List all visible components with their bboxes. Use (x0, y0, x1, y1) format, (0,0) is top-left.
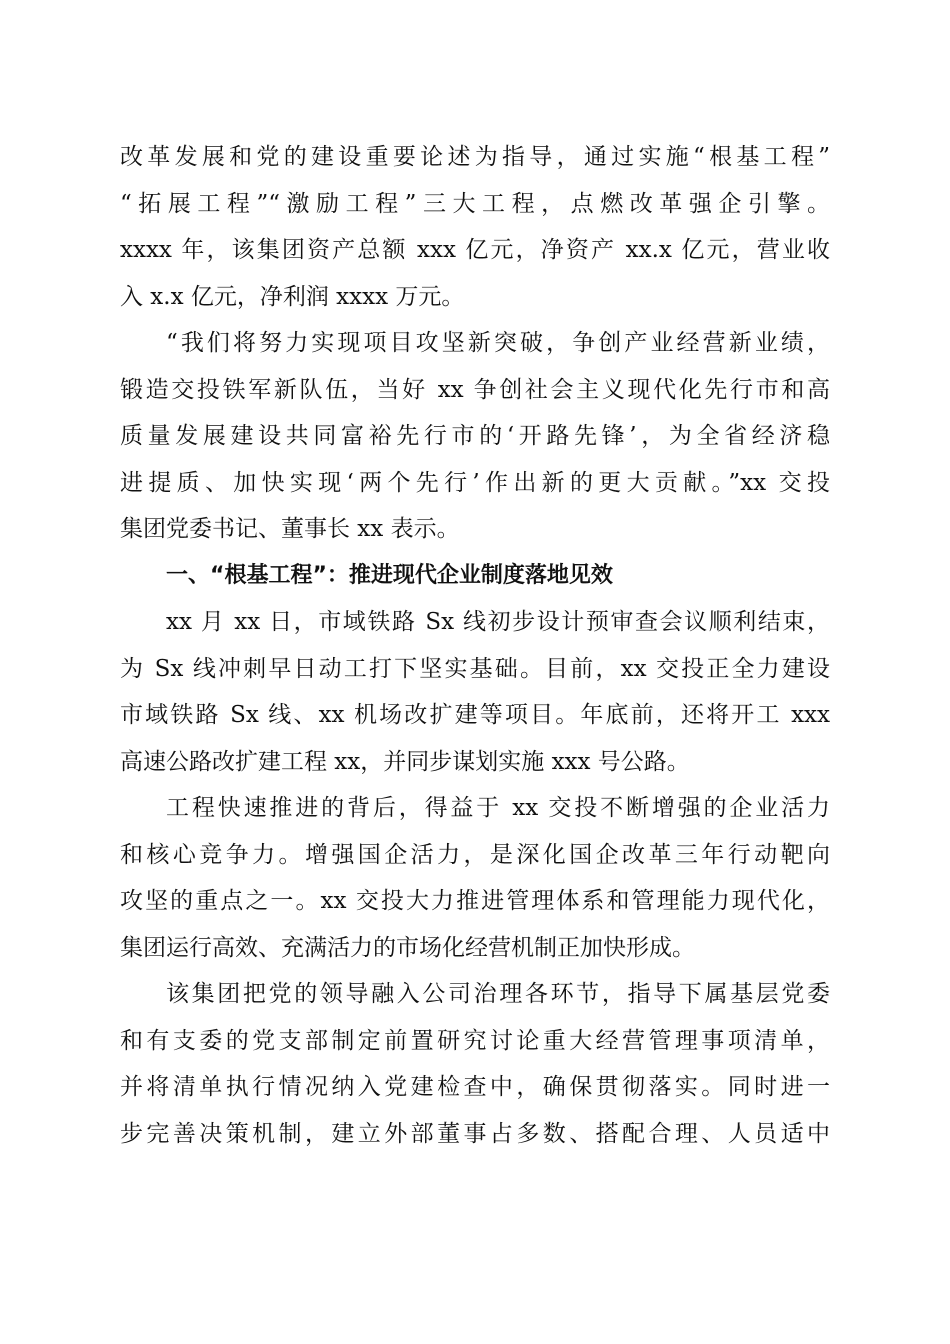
text-line: 集团党委书记、董事长 xx 表示。 (120, 516, 460, 542)
text-line: 市域铁路 Sx 线、xx 机场改扩建等项目。年底前，还将开工 xxx (120, 702, 830, 728)
section-heading: 一、“根基工程”：推进现代企业制度落地见效 (166, 562, 613, 588)
text-line: xx 月 xx 日，市域铁路 Sx 线初步设计预审查会议顺利结束， (166, 609, 830, 635)
text-line: 该集团把党的领导融入公司治理各环节，指导下属基层党委 (166, 981, 830, 1007)
text-line: 攻坚的重点之一。xx 交投大力推进管理体系和管理能力现代化， (120, 888, 830, 914)
text-line: “拓展工程”“激励工程”三大工程，点燃改革强企引擎。 (120, 190, 830, 217)
text-line: “我们将努力实现项目攻坚新突破，争创产业经营新业绩， (166, 330, 830, 356)
text-line: 锻造交投铁军新队伍，当好 xx 争创社会主义现代化先行市和高 (120, 376, 830, 403)
paragraph (120, 134, 830, 320)
text-line: 入 x.x 亿元，净利润 xxxx 万元。 (120, 283, 465, 310)
document-body (120, 134, 830, 1157)
text-line: 步完善决策机制，建立外部董事占多数、搭配合理、人员适中 (120, 1120, 830, 1147)
text-line: 和核心竞争力。增强国企活力，是深化国企改革三年行动靶向 (120, 841, 830, 868)
paragraph (120, 971, 830, 1157)
text-line: 进提质、加快实现‘两个先行’作出新的更大贡献。”xx 交投 (120, 469, 830, 496)
text-line: 工程快速推进的背后，得益于 xx 交投不断增强的企业活力 (166, 795, 830, 821)
text-line: 为 Sx 线冲刺早日动工打下坚实基础。目前，xx 交投正全力建设 (120, 655, 830, 682)
paragraph (120, 785, 830, 971)
text-line: 质量发展建设共同富裕先行市的‘开路先锋’，为全省经济稳 (120, 423, 830, 449)
text-line: 高速公路改扩建工程 xx，并同步谋划实施 xxx 号公路。 (120, 748, 690, 775)
paragraph (120, 320, 830, 553)
text-line: 改革发展和党的建设重要论述为指导，通过实施“根基工程” (120, 144, 830, 170)
text-line: 集团运行高效、充满活力的市场化经营机制正加快形成。 (120, 934, 695, 961)
text-line: 并将清单执行情况纳入党建检查中，确保贯彻落实。同时进一 (120, 1074, 830, 1100)
text-line: xxxx 年，该集团资产总额 xxx 亿元，净资产 xx.x 亿元，营业收 (120, 237, 830, 263)
paragraph (120, 599, 830, 785)
text-line: 和有支委的党支部制定前置研究讨论重大经营管理事项清单， (120, 1027, 830, 1054)
